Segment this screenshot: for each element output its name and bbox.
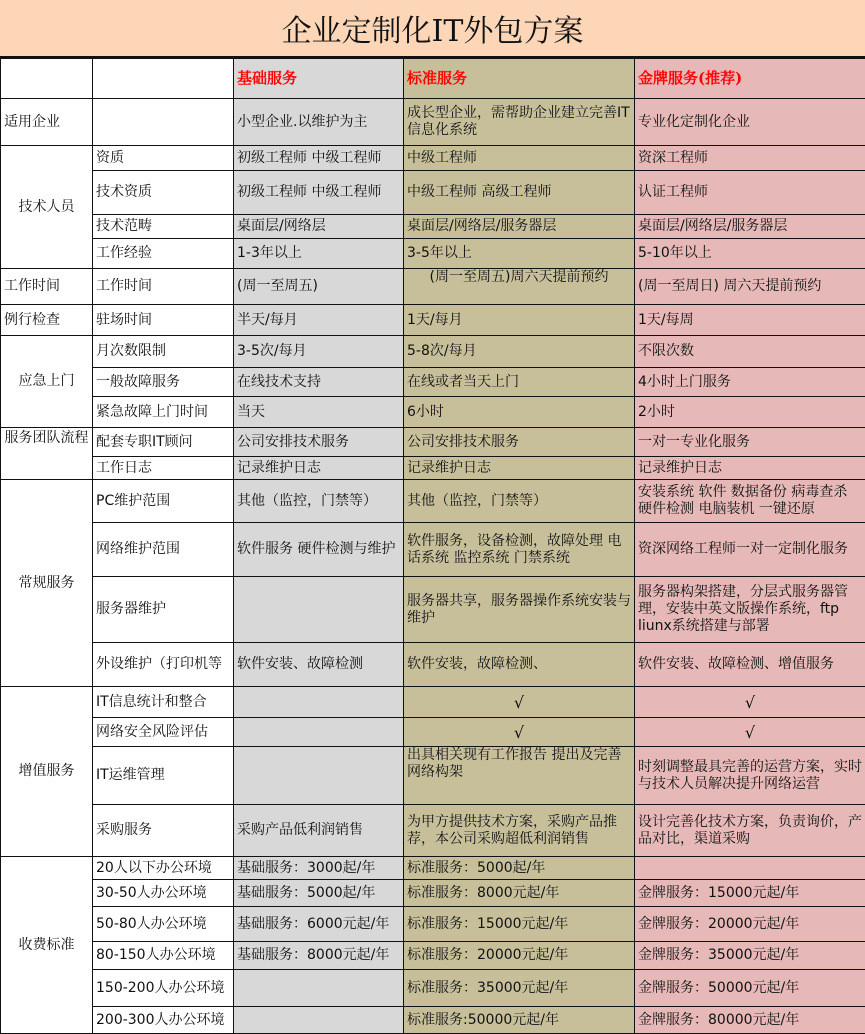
table-row: [1, 643, 865, 687]
gold-value: 一对一专业化服务: [635, 428, 865, 457]
table-row: [1, 577, 865, 643]
header-cell-item: [93, 59, 234, 99]
table-row: [1, 99, 865, 146]
basic-value: 公司安排技术服务: [234, 428, 404, 457]
standard-value: 出具相关现有工作报告 提出及完善网络构架: [404, 747, 635, 805]
standard-value: 软件服务，设备检测，故障处理 电话系统 监控系统 门禁系统: [404, 523, 635, 577]
table-row: [1, 457, 865, 480]
table-row: [1, 718, 865, 747]
table-row: [1, 480, 865, 523]
item-label: PC维护范围: [93, 480, 234, 523]
table-row: [1, 397, 865, 428]
item-label: 配套专职IT顾问: [93, 428, 234, 457]
title-banner: [0, 0, 865, 58]
standard-price: 标准服务：35000元起/年: [404, 970, 635, 1007]
basic-price: 基础服务：6000元起/年: [234, 907, 404, 942]
basic-value: 在线技术支持: [234, 368, 404, 397]
category-label: 常规服务: [1, 480, 93, 687]
gold-price: 金牌服务：15000元起/年: [635, 880, 865, 907]
basic-value: [234, 687, 404, 718]
gold-value: 记录维护日志: [635, 457, 865, 480]
table-row: [1, 880, 865, 907]
gold-value: 资深网络工程师一对一定制化服务: [635, 523, 865, 577]
table-row: [1, 269, 865, 305]
table-row: [1, 805, 865, 857]
standard-value: 成长型企业，需帮助企业建立完善IT信息化系统: [404, 99, 635, 146]
standard-value: 在线或者当天上门: [404, 368, 635, 397]
item-label: 一般故障服务: [93, 368, 234, 397]
category-label: 技术人员: [1, 146, 93, 269]
table-row: [1, 171, 865, 215]
gold-value: 1天/每周: [635, 305, 865, 336]
basic-value: 1-3年以上: [234, 239, 404, 269]
basic-price: [234, 1007, 404, 1034]
basic-value: (周一至周五): [234, 269, 404, 305]
basic-price: 基础服务：8000元起/年: [234, 942, 404, 970]
standard-value: 为甲方提供技术方案，采购产品推荐，本公司采购超低利润销售: [404, 805, 635, 857]
service-comparison-table: [0, 58, 865, 1034]
standard-value: (周一至周五)周六天提前预约: [404, 269, 635, 305]
item-label: 外设维护（打印机等: [93, 643, 234, 687]
basic-value: 记录维护日志: [234, 457, 404, 480]
standard-value: 1天/每月: [404, 305, 635, 336]
table-row: [1, 215, 865, 239]
gold-price: [635, 857, 865, 880]
standard-value: 中级工程师: [404, 146, 635, 171]
table-row: [1, 239, 865, 269]
item-label: 网络安全风险评估: [93, 718, 234, 747]
gold-value: 5-10年以上: [635, 239, 865, 269]
basic-value: 3-5次/每月: [234, 336, 404, 368]
standard-value: 3-5年以上: [404, 239, 635, 269]
basic-value: 采购产品低利润销售: [234, 805, 404, 857]
item-label: 150-200人办公环境: [93, 970, 234, 1007]
item-label: 技术资质: [93, 171, 234, 215]
item-label: 80-150人办公环境: [93, 942, 234, 970]
gold-value: 服务器构架搭建，分层式服务器管理，安装中英文版操作系统，ftp liunx系统搭建与部署: [635, 577, 865, 643]
item-label: 200-300人办公环境: [93, 1007, 234, 1034]
standard-value: 其他（监控，门禁等）: [404, 480, 635, 523]
table-row: [1, 857, 865, 880]
item-label: 采购服务: [93, 805, 234, 857]
table-row: [1, 747, 865, 805]
table-row: [1, 336, 865, 368]
item-label: 工作经验: [93, 239, 234, 269]
item-label: [93, 99, 234, 146]
table-row: [1, 368, 865, 397]
basic-value: 半天/每月: [234, 305, 404, 336]
basic-value: 初级工程师 中级工程师: [234, 171, 404, 215]
check-icon: √: [635, 718, 865, 747]
gold-value: 专业化定制化企业: [635, 99, 865, 146]
standard-value: 6小时: [404, 397, 635, 428]
standard-value: 记录维护日志: [404, 457, 635, 480]
table-row: [1, 970, 865, 1007]
basic-value: 小型企业.以维护为主: [234, 99, 404, 146]
header-row: [1, 59, 865, 99]
standard-value: 服务器共享，服务器操作系统安装与维护: [404, 577, 635, 643]
item-label: 工作时间: [93, 269, 234, 305]
basic-value: 软件安装、故障检测: [234, 643, 404, 687]
category-label: 工作时间: [1, 269, 93, 305]
basic-value: [234, 577, 404, 643]
page-title: 企业定制化IT外包方案: [282, 6, 584, 50]
table-row: [1, 687, 865, 718]
gold-price: 金牌服务：50000元起/年: [635, 970, 865, 1007]
gold-value: 安装系统 软件 数据备份 病毒查杀 硬件检测 电脑装机 一键还原: [635, 480, 865, 523]
item-label: 驻场时间: [93, 305, 234, 336]
check-icon: √: [404, 687, 635, 718]
gold-value: 桌面层/网络层/服务器层: [635, 215, 865, 239]
category-label: 增值服务: [1, 687, 93, 857]
gold-value: 4小时上门服务: [635, 368, 865, 397]
gold-value: 设计完善化技术方案，负责询价，产品对比，渠道采购: [635, 805, 865, 857]
standard-price: 标准服务:50000元起/年: [404, 1007, 635, 1034]
item-label: 月次数限制: [93, 336, 234, 368]
item-label: 30-50人办公环境: [93, 880, 234, 907]
item-label: 服务器维护: [93, 577, 234, 643]
standard-value: 5-8次/每月: [404, 336, 635, 368]
gold-price: 金牌服务：35000元起/年: [635, 942, 865, 970]
category-label: 适用企业: [1, 99, 93, 146]
gold-price: 金牌服务：20000元起/年: [635, 907, 865, 942]
standard-value: 桌面层/网络层/服务器层: [404, 215, 635, 239]
item-label: 网络维护范围: [93, 523, 234, 577]
check-icon: √: [635, 687, 865, 718]
standard-value: 软件安装，故障检测、: [404, 643, 635, 687]
table-row: [1, 428, 865, 457]
gold-value: 不限次数: [635, 336, 865, 368]
item-label: 工作日志: [93, 457, 234, 480]
basic-value: [234, 747, 404, 805]
table-row: [1, 1007, 865, 1034]
basic-value: 其他（监控，门禁等）: [234, 480, 404, 523]
item-label: 20人以下办公环境: [93, 857, 234, 880]
gold-value: (周一至周日) 周六天提前预约: [635, 269, 865, 305]
gold-value: 资深工程师: [635, 146, 865, 171]
standard-price: 标准服务：5000起/年: [404, 857, 635, 880]
category-label: 收费标准: [1, 857, 93, 1034]
standard-price: 标准服务：15000元起/年: [404, 907, 635, 942]
standard-value: 中级工程师 高级工程师: [404, 171, 635, 215]
table-row: [1, 523, 865, 577]
item-label: IT信息统计和整合: [93, 687, 234, 718]
item-label: IT运维管理: [93, 747, 234, 805]
basic-value: [234, 718, 404, 747]
basic-price: 基础服务：5000起/年: [234, 880, 404, 907]
basic-price: [234, 970, 404, 1007]
category-label: 服务团队流程: [1, 428, 93, 480]
gold-value: 时刻调整最具完善的运营方案，实时与技术人员解决提升网络运营: [635, 747, 865, 805]
item-label: 50-80人办公环境: [93, 907, 234, 942]
gold-value: 2小时: [635, 397, 865, 428]
basic-value: 当天: [234, 397, 404, 428]
table-row: [1, 942, 865, 970]
basic-value: 桌面层/网络层: [234, 215, 404, 239]
item-label: 资质: [93, 146, 234, 171]
basic-value: 软件服务 硬件检测与维护: [234, 523, 404, 577]
table-row: [1, 907, 865, 942]
category-label: 应急上门: [1, 336, 93, 428]
check-icon: √: [404, 718, 635, 747]
gold-price: 金牌服务：80000元起/年: [635, 1007, 865, 1034]
standard-price: 标准服务：8000元起/年: [404, 880, 635, 907]
standard-price: 标准服务：20000元起/年: [404, 942, 635, 970]
item-label: 技术范畴: [93, 215, 234, 239]
category-label: 例行检查: [1, 305, 93, 336]
table-row: [1, 305, 865, 336]
gold-value: 软件安装、故障检测、增值服务: [635, 643, 865, 687]
table-row: [1, 146, 865, 171]
standard-value: 公司安排技术服务: [404, 428, 635, 457]
gold-value: 认证工程师: [635, 171, 865, 215]
basic-value: 初级工程师 中级工程师: [234, 146, 404, 171]
header-standard-service: 标准服务: [404, 59, 635, 99]
basic-price: 基础服务：3000起/年: [234, 857, 404, 880]
item-label: 紧急故障上门时间: [93, 397, 234, 428]
header-gold-service: 金牌服务(推荐): [635, 59, 865, 99]
header-cell-category: [1, 59, 93, 99]
header-basic-service: 基础服务: [234, 59, 404, 99]
